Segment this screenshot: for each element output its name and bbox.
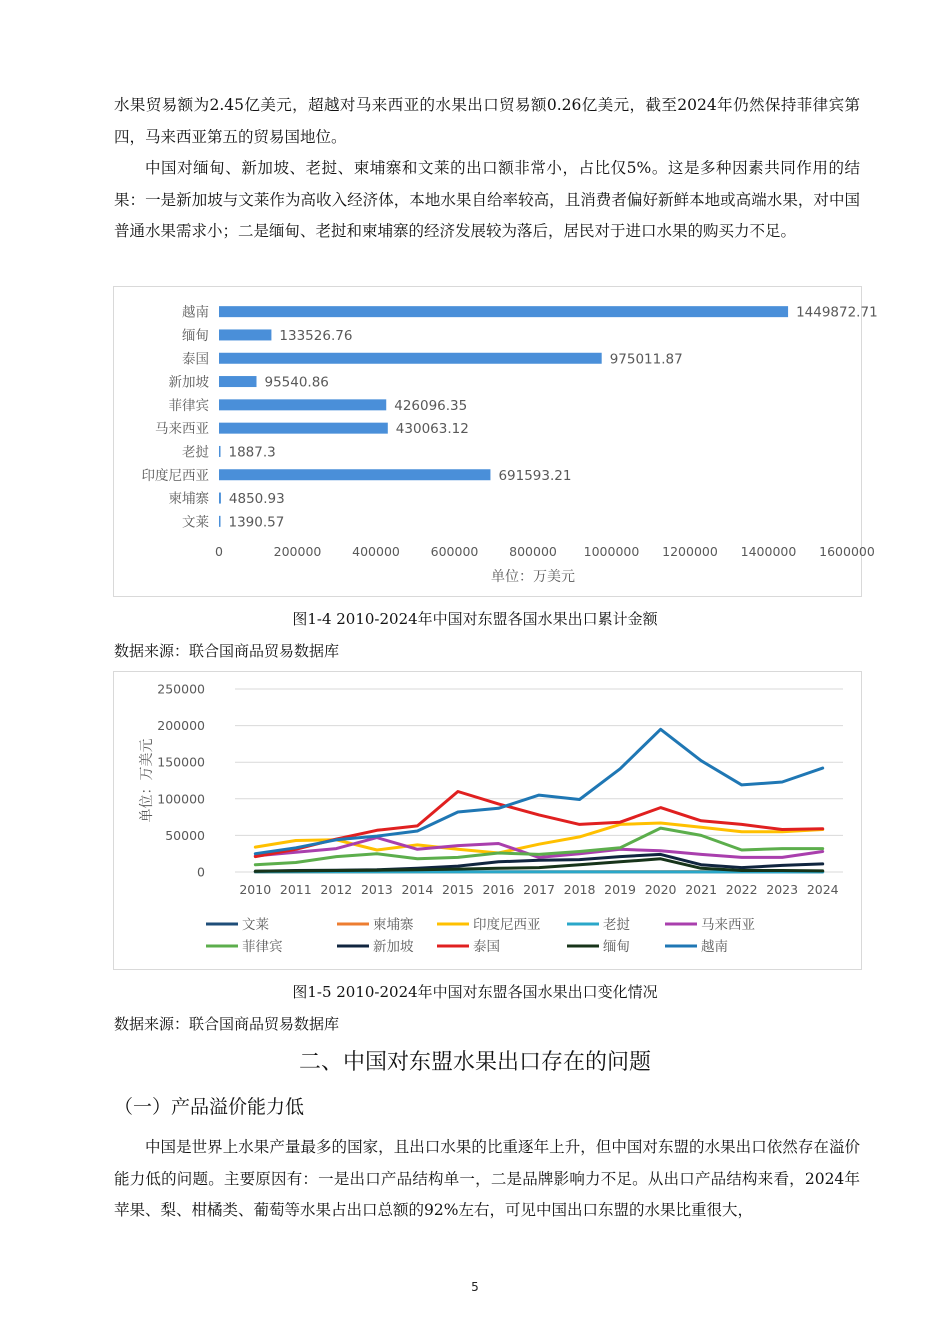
y-tick-label: 50000 [165, 827, 205, 843]
x-tick-label: 2017 [523, 882, 555, 897]
legend-label: 新加坡 [373, 939, 414, 955]
figure-2-source: 数据来源：联合国商品贸易数据库 [114, 1015, 340, 1033]
figure-2-caption: 图1-5 2010-2024年中国对东盟各国水果出口变化情况 [292, 983, 658, 1001]
legend-label: 老挝 [603, 917, 630, 933]
bar-chart [114, 287, 878, 596]
y-axis-label: 单位：万美元 [139, 738, 155, 823]
bar-value-label: 1390.57 [228, 514, 285, 531]
legend-label: 马来西亚 [701, 917, 755, 933]
x-tick-label: 800000 [509, 544, 557, 559]
section-title: 二、中国对东盟水果出口存在的问题 [298, 1050, 651, 1075]
x-tick-label: 2024 [806, 882, 839, 897]
page-number: 5 [471, 1280, 479, 1294]
bar [219, 446, 221, 457]
x-tick-label: 0 [215, 544, 223, 559]
bar [219, 306, 788, 317]
x-axis-label: 单位：万美元 [491, 569, 575, 585]
figure-1-caption: 图1-4 2010-2024年中国对东盟各国水果出口累计金额 [292, 610, 658, 628]
bar-value-label: 430063.12 [395, 421, 469, 438]
bar-category-label: 印度尼西亚 [141, 467, 209, 484]
bar-value-label: 4850.93 [228, 491, 285, 508]
x-tick-label: 1000000 [583, 544, 640, 559]
bar-value-label: 426096.35 [394, 397, 468, 414]
x-tick-label: 1600000 [819, 544, 875, 559]
bar-chart-frame [113, 286, 878, 597]
legend-label: 泰国 [473, 939, 500, 955]
x-tick-label: 2023 [766, 882, 799, 897]
legend-label: 越南 [701, 939, 728, 955]
bar-category-label: 马来西亚 [155, 421, 209, 438]
legend-label: 印度尼西亚 [473, 917, 541, 933]
x-tick-label: 2011 [279, 882, 312, 897]
bar [219, 329, 271, 340]
x-tick-label: 2021 [685, 882, 718, 897]
x-tick-label: 2013 [360, 882, 393, 897]
legend-label: 柬埔寨 [373, 917, 414, 933]
paragraph-1: 水果贸易额为2.45亿美元，超越对马来西亚的水果出口贸易额0.26亿美元，截至2024年仍然保持菲律宾第四，马来西亚第五的贸易国地位。 [114, 96, 860, 146]
x-tick-label: 2022 [725, 882, 758, 897]
bar-category-label: 菲律宾 [168, 397, 209, 414]
bar [219, 353, 602, 364]
bar-value-label: 1887.3 [228, 444, 276, 461]
bar-value-label: 95540.86 [264, 374, 329, 391]
bar-category-label: 越南 [182, 304, 209, 321]
y-tick-label: 150000 [157, 754, 205, 770]
bar-category-label: 新加坡 [168, 374, 209, 391]
legend-label: 文莱 [242, 917, 269, 933]
bar-value-label: 1449872.71 [796, 304, 878, 321]
figure-1-source: 数据来源：联合国商品贸易数据库 [114, 642, 340, 660]
bar [219, 376, 256, 387]
paragraph-3: 中国是世界上水果产量最多的国家，且出口水果的比重逐年上升，但中国对东盟的水果出口依然存在溢价能力低的问题。主要原因有：一是出口产品结构单一，二是品牌影响力不足。从出口产品结构来看，2024年苹果、梨、柑橘类、葡萄等水果占出口总额的92%左右，可见中国出口东盟的水果比重很大， [114, 1138, 860, 1219]
bar [219, 469, 490, 480]
bar-category-label: 泰国 [182, 351, 209, 368]
line-chart [114, 672, 861, 969]
bar-category-label: 文莱 [182, 514, 209, 531]
x-tick-label: 400000 [352, 544, 400, 559]
subsection-title: （一）产品溢价能力低 [114, 1096, 305, 1118]
y-tick-label: 100000 [157, 791, 205, 807]
x-tick-label: 2010 [239, 882, 272, 897]
x-tick-label: 2019 [604, 882, 636, 897]
x-tick-label: 2018 [563, 882, 596, 897]
line-chart-frame [113, 671, 862, 970]
x-tick-label: 2020 [644, 882, 677, 897]
y-tick-label: 0 [197, 864, 205, 880]
bar-category-label: 老挝 [182, 444, 209, 461]
bar [219, 423, 388, 434]
x-tick-label: 600000 [430, 544, 479, 559]
x-tick-label: 1400000 [740, 544, 797, 559]
bar [219, 493, 221, 504]
y-tick-label: 200000 [157, 718, 205, 734]
paragraph-2: 中国对缅甸、新加坡、老挝、柬埔寨和文莱的出口额非常小，占比仅5%。这是多种因素共同作用的结果：一是新加坡与文莱作为高收入经济体，本地水果自给率较高，且消费者偏好新鲜本地或高端水果，对中国普通水果需求小；二是缅甸、老挝和柬埔寨的经济发展较为落后，居民对于进口水果的购买力不足。 [114, 159, 860, 240]
bar [219, 399, 386, 410]
bar-category-label: 缅甸 [182, 327, 209, 344]
bar-category-label: 柬埔寨 [168, 491, 209, 508]
x-tick-label: 2015 [442, 882, 474, 897]
x-tick-label: 2014 [401, 882, 434, 897]
y-tick-label: 250000 [157, 681, 205, 697]
bar-value-label: 975011.87 [609, 351, 683, 368]
x-tick-label: 2012 [320, 882, 353, 897]
bar-value-label: 691593.21 [498, 467, 572, 484]
bar [219, 516, 221, 527]
bar-value-label: 133526.76 [279, 327, 353, 344]
x-tick-label: 200000 [273, 544, 322, 559]
legend-label: 菲律宾 [242, 939, 283, 955]
x-tick-label: 1200000 [662, 544, 718, 559]
x-tick-label: 2016 [482, 882, 515, 897]
legend-label: 缅甸 [603, 939, 630, 955]
